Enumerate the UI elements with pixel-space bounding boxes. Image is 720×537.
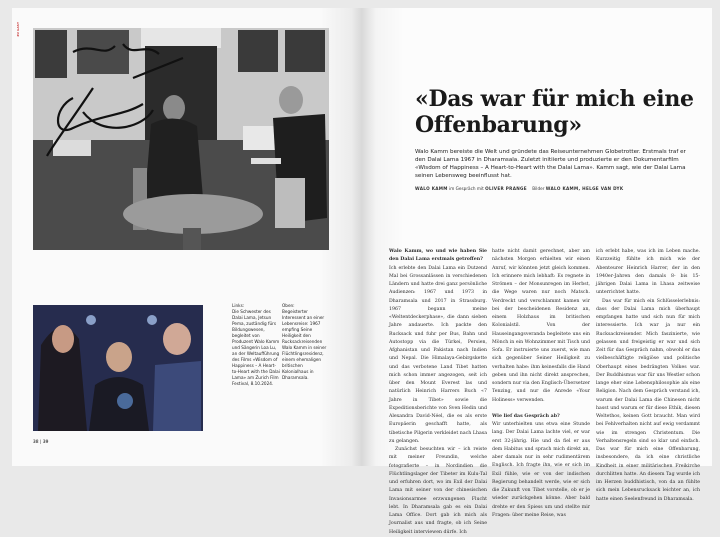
- photos-label: Bilder: [532, 186, 545, 191]
- paragraph: Ich erlebte den Dalai Lama ein Dutzend Mal bei Grossanlässen in verschiedenen Ländern und hatte drei ganz persönliche Audienzen: 1967 und 1973 in Dharamsala und 2017 in Strassburg. 1967 begann meine «Weltentdeckerphase», die dann sieben Jahre andauerte. Ich packte den Rucksack und fuhr per Bus, Bahn und Autostopp via die Türkei, Persien, Afghanistan und Pakistan nach Indien und Nepal. Die Himalaya-Gebirgskette und das verbotene Land Tibet hatten mich schon immer angezogen, seit ich über den Mount Everest las und natürlich Heinrich Harrers Buch «7 Jahre in Tibet» sowie die Expeditionsberichte von Sven Hedin und Alexandra David-Néel, die es als erste Europäerin geschafft hatte, als tibetische Pilgerin verkleidet nach Lhasa zu gelangen.: [389, 265, 487, 444]
- photo-dalai-lama-1967: [33, 28, 329, 250]
- photo-illustration: [33, 28, 329, 250]
- interviewee: WALO KAMM: [415, 186, 448, 191]
- caption-heading: Links:: [232, 303, 245, 308]
- caption-text: Die Schwester des Dalai Lama, Jetsun Pema, zuständig fürs Bildungswesen, begleitet von Produzent Walo Kamm und Sängerin Loa Lu, an der Weltaufführung des Films «Wisdom of Happiness – A Heart-to-Heart with the Dalai Lama» am Zurich Film Festival, 8.10.2024.: [232, 309, 280, 386]
- caption-heading: Oben:: [282, 303, 295, 308]
- right-page: [362, 8, 712, 535]
- paragraph: Zunächst besuchten wir – ich reiste mit meiner Freundin, welche fotografierte – in Nordindien die Flüchtlingslager der Tibeter im Kulu-Tal und erfuhren dort, wo im Exil der Dalai Lama mit seiner von der chinesischen Invasionsarmee erzwungenen Flucht lebt. In Dharamsala gab es ein Dalai Lama Office. Dort gab ich mich als Journalist aus und fragte, ob ich Seine Heiligkeit interviewen dürfe. Ich: [389, 447, 487, 535]
- paragraph: Das war für mich ein Schlüsselerlebnis: dass der Dalai Lama mich überhaupt empfangen hatte und sich nun für mich interessierte. Ich war ja nur ein Rucksackreisender. Mich faszinierte, wie gelassen und freigeistig er war und sich Zeit für das Gespräch nahm, obwohl er das vielbeschäftigte religiöse und politische Oberhaupt eines bedrängten Volkes war. Der Buddhismus war für uns Westler schon lange eher eine Lebensphilosophie als eine Religion. Nach dem Gespräch verstand ich, warum der Dalai Lama die Chinesen nicht hasst und warum er für diese Ethik, diesen Weltethos, keinen Gott braucht. Man wird bei Fehlverhalten nicht auf ewig verdammt wie im strengen Christentum. Die Verhaltensregeln sind so klar und einfach. Das war für mich eine Offenbarung, insbesondere, da ich eine christliche Kindheit in einer militärischen Freikirche durchlitten hatte. An diesem Tag wurde ich im Herzen buddhistisch, von da an fühlte sich mein Lebensrucksack leichter an, ich hatte einen Seelenfreund in Dharamsala.: [596, 298, 700, 502]
- question: Wie lief das Gespräch ab?: [492, 413, 560, 419]
- left-page: [12, 8, 362, 466]
- byline: [415, 186, 623, 191]
- caption-top: [282, 303, 330, 381]
- photographers: WALO KAMM, HELGE VAN DYK: [545, 186, 624, 191]
- body-column-1: [389, 248, 487, 537]
- byline-connector: im Gespräch mit: [449, 186, 484, 191]
- article-intro: Walo Kamm bereiste die Welt und gründete das Reiseunternehmen Globetrotter. Erstmals traf er den Dalai Lama 1967 in Dharamsala. Zuletzt initiierte und produzierte er den Dokumentarfilm «Wisdom of Happiness – A Heart-to-Heart with the Dalai Lama». Kamm sagt, wie der Dalai Lama seinen Lebensweg beeinflusst hat.: [415, 149, 686, 179]
- page-numbers: 38 | 39: [33, 439, 49, 444]
- article-headline: «Das war für mich eine Offenbarung»: [415, 86, 694, 138]
- interviewer: OLIVER PRANGE: [485, 186, 527, 191]
- question: Walo Kamm, wo und wie haben Sie den Dalai Lama erstmals getroffen?: [389, 249, 487, 263]
- section-label: ZU GAST: [16, 22, 20, 37]
- caption-left: [232, 303, 280, 387]
- paragraph: hatte nicht damit gerechnet, aber am nächsten Morgen erhielten wir einen Anruf, wir könnten jetzt gleich kommen. Ich erinnere mich lebhaft: Es regnete in Strömen – der Monsunregen im Herbst, die Wege waren nur noch Matsch. Verdreckt und verschlammt kamen wir bei der bescheidenen Residenz an, einem Holzhaus im britischen Kolonialstil. Von der Hauseingangsveranda begleitete uns ein Mönch in ein Wohnzimmer mit Tisch und Sofa. Er instruierte uns zuerst, wie man sich gegenüber Seiner Heiligkeit zu verhalten habe: ihm keinesfalls die Hand geben und ihn nicht direkt ansprechen, sondern nur via den Englisch-Übersetzer Tenzing, und nur die Anrede «Your Holiness» verwenden.: [492, 249, 590, 403]
- body-column-3: [596, 248, 700, 504]
- paragraph: ich erlebt habe, was ich im Leben mache. Kurzzeitig fühlte ich mich wie der Abenteurer Heinrich Harrer, der in den 1940er-Jahren den damals 8- bis 15-jährigen Dalai Lama in Lhasa zeitweise unterrichtet hatte.: [596, 249, 700, 296]
- photo-illustration: [33, 305, 203, 431]
- body-column-2: [492, 248, 590, 520]
- paragraph: Wir unterhielten uns etwa eine Stunde lang. Der Dalai Lama lachte viel, er war erst 32-jährig. Hie und da fiel er aus dem Habitus und sprach mich direkt an, aber damals nur in sehr rudimentärem Englisch. Ich fragte ihn, wie er sich im Exil fühle, wie er von der indischen Regierung behandelt werde, wie er sich die Zukunft von Tibet vorstelle, ob er je wieder zurückgehen könne. Aber bald drehte er den Spiess um und stellte mir Fragen: über meine Reise, was: [492, 422, 590, 518]
- photo-film-premiere: [33, 305, 203, 431]
- caption-text: Begeisterter Interessent an einer Lebensreise: 1967 empfing Seine Heiligkeit den Rucksackreisenden Walo Kamm in seiner Flüchtlingsresidenz, einem ehemaligen britischen Kolonialhaus in Dharamsala.: [282, 309, 327, 380]
